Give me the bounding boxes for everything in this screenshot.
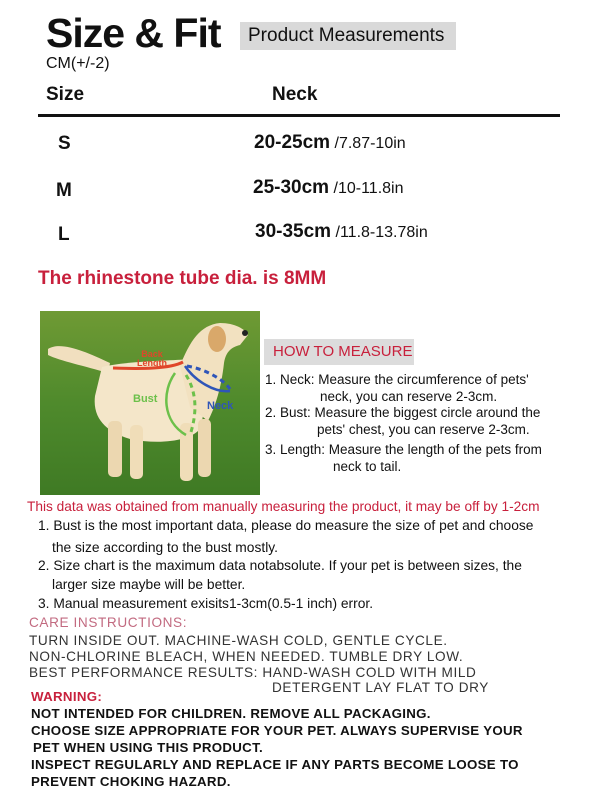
unit-note: CM(+/-2) <box>46 55 110 72</box>
neck-value <box>255 221 428 243</box>
measure-step-neck-line2: neck, you can reserve 2-3cm. <box>320 389 498 404</box>
how-to-measure-label: HOW TO MEASURE <box>273 343 413 360</box>
warning-line-5: PREVENT CHOKING HAZARD. <box>31 774 231 789</box>
dog-measurement-diagram <box>40 311 260 495</box>
neck-inch: /7.87-10in <box>330 135 406 152</box>
warning-line-1: NOT INTENDED FOR CHILDREN. REMOVE ALL PACKAGING. <box>31 706 431 721</box>
care-line-4: DETERGENT LAY FLAT TO DRY <box>272 680 489 695</box>
care-heading: CARE INSTRUCTIONS: <box>29 615 188 630</box>
measure-step-bust-line1: 2. Bust: Measure the biggest circle around the <box>265 405 541 420</box>
note-3: 3. Manual measurement exisits1-3cm(0.5-1 inch) error. <box>38 596 374 611</box>
neck-cm: 20-25cm <box>254 132 331 153</box>
rhinestone-note: The rhinestone tube dia. is 8MM <box>38 268 327 289</box>
care-line-1: TURN INSIDE OUT. MACHINE-WASH COLD, GENTLE CYCLE. <box>29 633 448 648</box>
neck-inch: /11.8-13.78in <box>331 224 428 241</box>
neck-value <box>253 177 403 199</box>
how-to-measure-heading <box>264 339 414 365</box>
note-1-line1: 1. Bust is the most important data, please do measure the size of pet and choose <box>38 518 534 533</box>
measurement-disclaimer: This data was obtained from manually measuring the product, it may be off by 1-2cm <box>27 499 540 514</box>
neck-value <box>254 132 406 154</box>
size-label: S <box>58 133 71 154</box>
warning-line-4: INSPECT REGULARLY AND REPLACE IF ANY PARTS BECOME LOOSE TO <box>31 757 519 772</box>
care-line-2: NON-CHLORINE BLEACH, WHEN NEEDED. TUMBLE DRY LOW. <box>29 649 464 664</box>
size-label: M <box>56 180 72 201</box>
column-header-neck: Neck <box>272 84 318 105</box>
neck-label: Neck <box>207 400 234 412</box>
measure-step-length-line1: 3. Length: Measure the length of the pets from <box>265 442 542 457</box>
note-2-line1: 2. Size chart is the maximum data notabsolute. If your pet is between sizes, the <box>38 558 522 573</box>
back-label-line1: Back <box>141 349 163 359</box>
back-label-line2: Length <box>137 358 167 368</box>
note-2-line2: larger size maybe will be better. <box>52 577 246 592</box>
note-1-line2: the size according to the bust mostly. <box>52 540 278 555</box>
page-title: Size & Fit <box>46 10 221 56</box>
warning-heading: WARNING: <box>31 689 103 704</box>
measure-step-length-line2: neck to tail. <box>333 459 402 474</box>
warning-line-3: PET WHEN USING THIS PRODUCT. <box>33 740 264 755</box>
neck-cm: 30-35cm <box>255 221 332 242</box>
warning-line-2: CHOOSE SIZE APPROPRIATE FOR YOUR PET. ALWAYS SUPERVISE YOUR <box>31 723 523 738</box>
column-header-size: Size <box>46 84 85 105</box>
bust-label: Bust <box>133 393 158 405</box>
measure-step-neck-line1: 1. Neck: Measure the circumference of pets' <box>265 372 529 387</box>
neck-inch: /10-11.8in <box>329 180 404 197</box>
neck-cm: 25-30cm <box>253 177 330 198</box>
badge-label: Product Measurements <box>248 25 445 46</box>
size-label: L <box>58 224 70 245</box>
product-measurements-badge <box>240 22 456 50</box>
care-line-3: BEST PERFORMANCE RESULTS: HAND-WASH COLD WITH MILD <box>29 665 477 680</box>
measure-step-bust-line2: pets' chest, you can reserve 2-3cm. <box>317 422 530 437</box>
header-divider <box>38 114 560 117</box>
